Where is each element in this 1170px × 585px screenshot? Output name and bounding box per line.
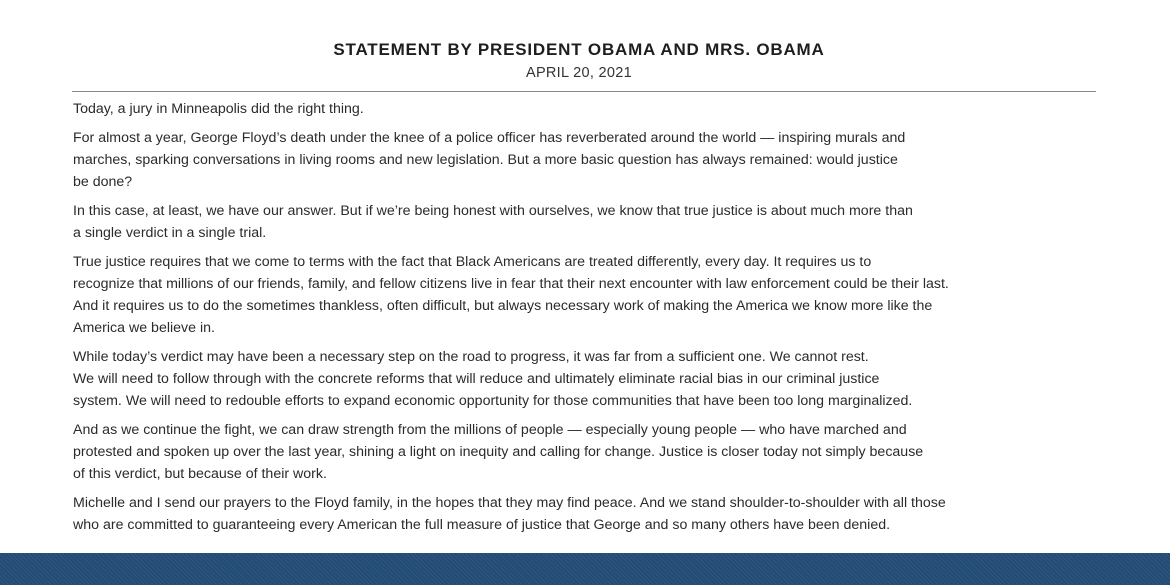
- paragraph-line: In this case, at least, we have our answer. But if we’re being honest with ourselves, we know that true justice is about much more than: [73, 203, 913, 219]
- paragraph-1: [73, 98, 1103, 120]
- statement-date: APRIL 20, 2021: [525, 65, 633, 81]
- paragraph-line: We will need to follow through with the concrete reforms that will reduce and ultimately eliminate racial bias in our criminal justice: [73, 371, 880, 387]
- paragraph-line: Michelle and I send our prayers to the Floyd family, in the hopes that they may find peace. And we stand shoulder-to-shoulder with all those: [73, 495, 946, 511]
- paragraph-line: of this verdict, but because of their work.: [73, 466, 327, 482]
- paragraph-line: a single verdict in a single trial.: [73, 225, 267, 241]
- paragraph-line: Today, a jury in Minneapolis did the right thing.: [73, 101, 364, 117]
- paragraph-2: [73, 127, 1103, 193]
- paragraph-line: And as we continue the fight, we can draw strength from the millions of people — especially young people — who have marched and: [73, 422, 907, 438]
- paragraph-line: America we believe in.: [73, 320, 215, 336]
- paragraph-line: True justice requires that we come to terms with the fact that Black Americans are treated differently, every day. It requires us to: [73, 254, 872, 270]
- paragraph-line: who are committed to guaranteeing every American the full measure of justice that George and so many others have been denied.: [73, 517, 891, 533]
- paragraph-5: [73, 346, 1103, 412]
- statement-body: [73, 98, 1103, 543]
- paragraph-line: protested and spoken up over the last year, shining a light on inequity and calling for change. Justice is closer today not simply because: [73, 444, 924, 460]
- paragraph-line: While today’s verdict may have been a necessary step on the road to progress, it was far from a sufficient one. We cannot rest.: [73, 349, 869, 365]
- paragraph-3: [73, 200, 1103, 244]
- footer-band: [0, 553, 1170, 585]
- paragraph-4: [73, 251, 1103, 339]
- paragraph-line: And it requires us to do the sometimes thankless, often difficult, but always necessary work of making the America we know more like the: [73, 298, 933, 314]
- statement-title: STATEMENT BY PRESIDENT OBAMA AND MRS. OBAMA: [333, 40, 825, 59]
- paragraph-line: be done?: [73, 174, 133, 190]
- paragraph-6: [73, 419, 1103, 485]
- paragraph-line: system. We will need to redouble efforts to expand economic opportunity for those communities that have been too long marginalized.: [73, 393, 913, 409]
- paragraph-line: For almost a year, George Floyd’s death under the knee of a police officer has reverberated around the world — inspiring murals and: [73, 130, 906, 146]
- header-divider: [72, 91, 1096, 92]
- paragraph-line: recognize that millions of our friends, family, and fellow citizens live in fear that their next encounter with law enforcement could be their last.: [73, 276, 949, 292]
- paragraph-line: marches, sparking conversations in living rooms and new legislation. But a more basic question has always remained: would justice: [73, 152, 898, 168]
- paragraph-7: [73, 492, 1103, 536]
